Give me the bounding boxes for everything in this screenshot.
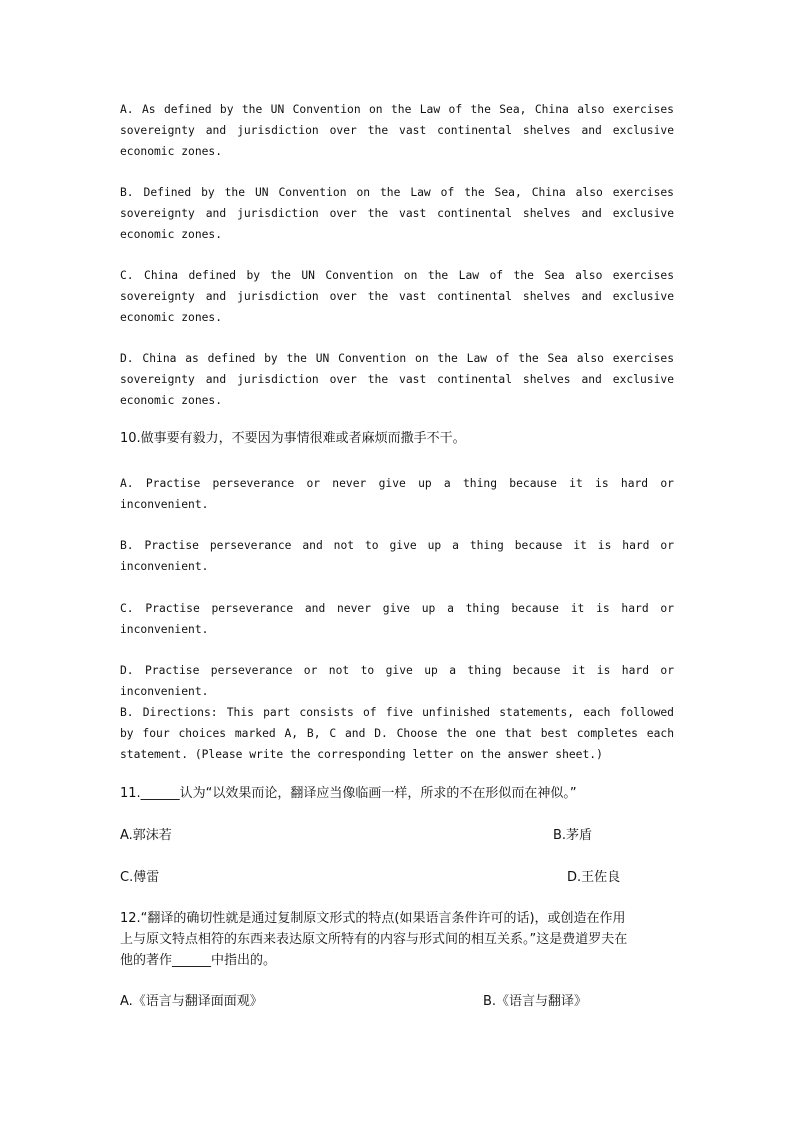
text-line: economic zones. bbox=[120, 311, 223, 324]
q10-option-a bbox=[120, 473, 674, 515]
q11-option-a: A.郭沫若 bbox=[120, 828, 172, 843]
text-line: economic zones. bbox=[120, 228, 223, 241]
q11-option-b: B.茅盾 bbox=[553, 828, 593, 843]
q11-stem: 11.______认为“以效果而论，翻译应当像临画一样，所求的不在形似而在神似。” bbox=[120, 786, 577, 801]
q11-option-c: C.傅雷 bbox=[120, 870, 160, 885]
text-line: sovereignty and jurisdiction over the vast continental shelves and exclusive bbox=[120, 373, 674, 386]
section-b-directions bbox=[120, 702, 674, 765]
text-line: B. Practise perseverance and not to give up a thing because it is hard or bbox=[120, 539, 674, 552]
text-line: inconvenient. bbox=[120, 685, 209, 698]
q9-option-b bbox=[120, 182, 674, 245]
q10-option-c bbox=[120, 598, 674, 640]
q10-option-b bbox=[120, 535, 674, 577]
text-line: B. Directions: This part consists of five unfinished statements, each followed bbox=[120, 706, 674, 719]
q12-option-b: B.《语言与翻译》 bbox=[483, 994, 588, 1009]
text-line: C. China defined by the UN Convention on the Law of the Sea also exercises bbox=[120, 269, 674, 282]
q9-option-c bbox=[120, 265, 674, 328]
text-line: sovereignty and jurisdiction over the vast continental shelves and exclusive bbox=[120, 207, 674, 220]
text-line: by four choices marked A, B, C and D. Choose the one that best completes each bbox=[120, 727, 674, 740]
text-line: economic zones. bbox=[120, 394, 223, 407]
text-line: inconvenient. bbox=[120, 498, 209, 511]
q10-stem: 10.做事要有毅力，不要因为事情很难或者麻烦而撒手不干。 bbox=[120, 431, 466, 446]
text-line: D. Practise perseverance or not to give up a thing because it is hard or bbox=[120, 664, 674, 677]
q9-option-d bbox=[120, 348, 674, 411]
text-line: C. Practise perseverance and never give up a thing because it is hard or bbox=[120, 602, 674, 615]
text-line: sovereignty and jurisdiction over the vast continental shelves and exclusive bbox=[120, 290, 674, 303]
text-line: 12.“翻译的确切性就是通过复制原文形式的特点(如果语言条件许可的话)，或创造在作用 bbox=[120, 911, 626, 926]
q10-option-d bbox=[120, 660, 674, 702]
text-line: A. As defined by the UN Convention on the Law of the Sea, China also exercises bbox=[120, 103, 674, 116]
text-line: inconvenient. bbox=[120, 623, 209, 636]
q11-option-d: D.王佐良 bbox=[567, 870, 621, 885]
text-line: economic zones. bbox=[120, 145, 223, 158]
text-line: 他的著作______中指出的。 bbox=[120, 953, 277, 968]
text-line: B. Defined by the UN Convention on the Law of the Sea, China also exercises bbox=[120, 186, 674, 199]
q9-option-a bbox=[120, 99, 674, 162]
text-line: statement. (Please write the corresponding letter on the answer sheet.) bbox=[120, 748, 603, 761]
text-line: A. Practise perseverance or never give up a thing because it is hard or bbox=[120, 477, 674, 490]
text-line: D. China as defined by the UN Convention on the Law of the Sea also exercises bbox=[120, 352, 674, 365]
text-line: 上与原文特点相符的东西来表达原文所特有的内容与形式间的相互关系。”这是费道罗夫在 bbox=[120, 932, 628, 947]
q12-option-a: A.《语言与翻译面面观》 bbox=[120, 994, 263, 1009]
q12-stem bbox=[120, 908, 680, 971]
text-line: inconvenient. bbox=[120, 560, 209, 573]
text-line: sovereignty and jurisdiction over the vast continental shelves and exclusive bbox=[120, 124, 674, 137]
